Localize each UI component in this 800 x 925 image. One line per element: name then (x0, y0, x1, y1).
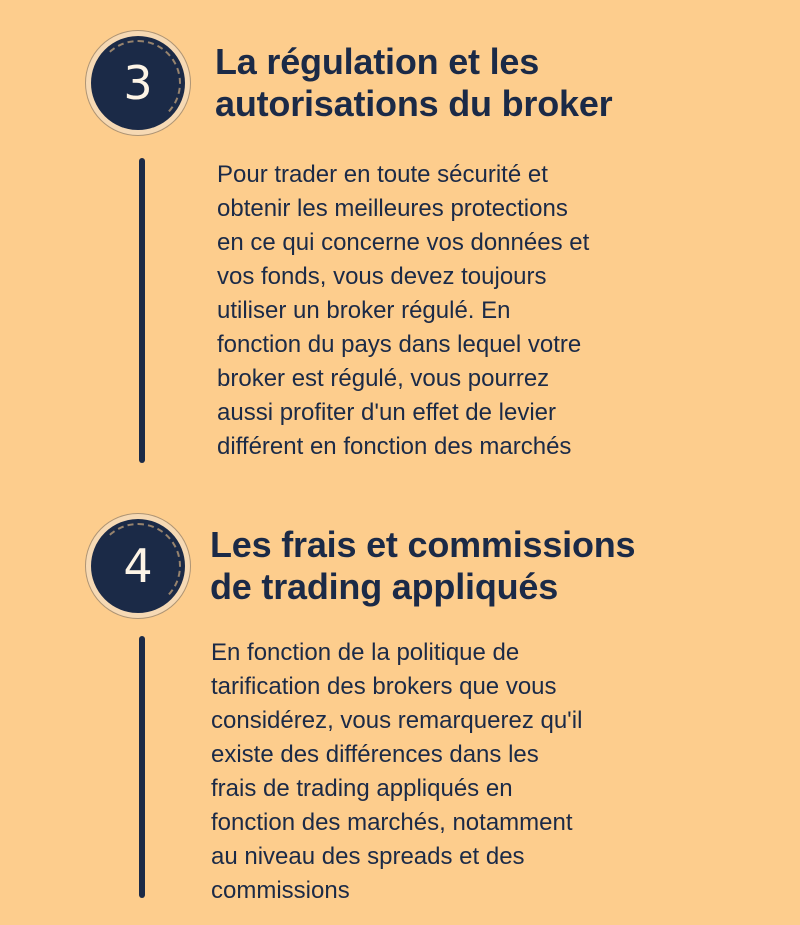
step-3-description-line: aussi profiter d'un effet de levier (217, 399, 556, 426)
step-3-description-line: Pour trader en toute sécurité et (217, 161, 548, 188)
step-3-description-line: obtenir les meilleures protections (217, 195, 568, 222)
step-4-number: 4 (123, 539, 153, 593)
step-3-description-line: différent en fonction des marchés (217, 433, 572, 460)
step-3-number-badge (86, 31, 190, 135)
step-4-description (211, 636, 582, 908)
step-3-number: 3 (123, 56, 153, 110)
step-3-description (217, 158, 589, 464)
step-4-timeline-line (139, 636, 145, 898)
step-4-description-line: existe des différences dans les (211, 741, 539, 768)
step-3-title-line-1: La régulation et les (215, 41, 540, 82)
step-4-description-line: commissions (211, 877, 350, 904)
step-4-title-line-1: Les frais et commissions (210, 524, 636, 565)
step-3-description-line: vos fonds, vous devez toujours (217, 263, 547, 290)
step-3-description-line: broker est régulé, vous pourrez (217, 365, 550, 392)
step-4-description-line: En fonction de la politique de (211, 639, 520, 666)
step-3-description-line: utiliser un broker régulé. En (217, 297, 511, 324)
step-3-title-line-2: autorisations du broker (215, 83, 613, 124)
step-4-number-badge (86, 514, 190, 618)
step-4-title (210, 524, 635, 608)
step-4-title-line-2: de trading appliqués (210, 566, 559, 607)
step-4-description-line: au niveau des spreads et des (211, 843, 525, 870)
step-4-description-line: considérez, vous remarquerez qu'il (211, 707, 583, 734)
step-4-description-line: fonction des marchés, notamment (211, 809, 573, 836)
step-3-description-line: fonction du pays dans lequel votre (217, 331, 582, 358)
step-3-timeline-line (139, 158, 145, 463)
step-3-title (215, 41, 612, 125)
step-3-description-line: en ce qui concerne vos données et (217, 229, 590, 256)
step-4-description-line: frais de trading appliqués en (211, 775, 513, 802)
step-4-description-line: tarification des brokers que vous (211, 673, 557, 700)
